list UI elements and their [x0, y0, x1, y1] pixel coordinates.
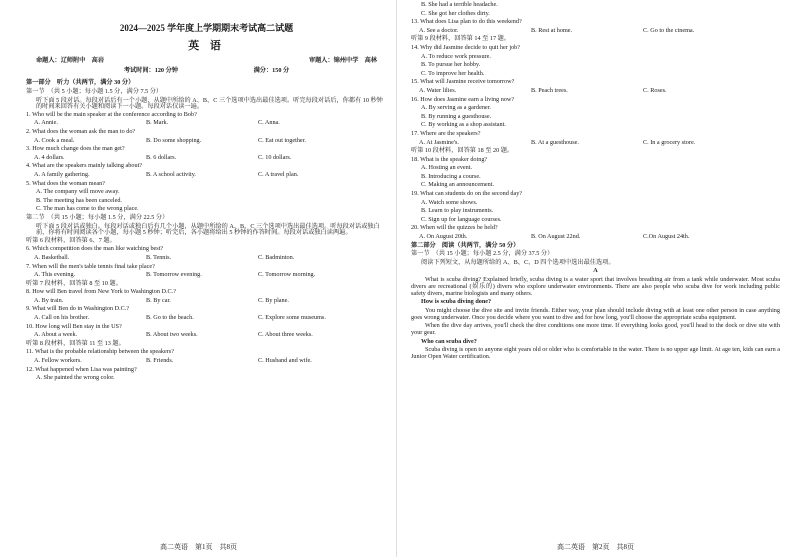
option-c: C. Explore some museums. [258, 314, 326, 322]
setter: 命题人：辽师附中 高岩 [36, 57, 105, 64]
question: 20. When will the quizzes be held? [411, 224, 498, 232]
options-row [26, 155, 387, 161]
option-a: A. Annie. [34, 119, 58, 127]
subheading: Who can scuba dive? [421, 337, 477, 345]
paragraph: Scuba diving is open to anyone eight years old or older who is comfortable in the water. There is no upper age limit. At age ten, kids can earn a Junior Open Water certification. [411, 346, 780, 361]
page-footer: 高二英语 第1页 共8页 [160, 543, 237, 551]
option-c: C. About three weeks. [258, 331, 313, 339]
right-page [397, 0, 794, 557]
option-c: C. Badminton. [258, 253, 295, 261]
option-a: A. The company will move away. [36, 188, 120, 196]
question: 10. How long will Ben stay in the US? [26, 322, 122, 330]
subject-title: 英 语 [188, 40, 225, 52]
question: 18. What is the speaker doing? [411, 155, 488, 163]
full-score: 满分：150 分 [253, 67, 290, 75]
option-c: C. Go to the cinema. [643, 26, 695, 34]
question: 15. What will Jasmine receive tomorrow? [411, 78, 515, 86]
options-row [26, 172, 387, 178]
instructions: 听下面 5 段对话或独白。每段对话或独白后有几个小题，从题中所给的 A、B、C 三个选项中选出最佳选项。听每段对话或独白前，你将有时间阅读各个小题，每小题 5 秒钟；听完后，各小题将给出 5 秒钟的作答时间。每段对话或独白读两遍。 [36, 222, 380, 236]
option-b: B. By car. [146, 296, 171, 304]
option-c: C. Making an announcement. [421, 181, 495, 189]
material-note: 听第 10 段材料，回答第 18 至 20 题。 [411, 147, 514, 155]
option-b: B. To pursue her hobby. [421, 61, 481, 69]
option-a: A. By train. [34, 296, 64, 304]
option-a: A. Watch some shows. [421, 198, 478, 206]
option-b: B. A school activity. [146, 170, 196, 178]
option-b: B. By running a guesthouse. [421, 112, 492, 120]
authors-row [36, 58, 377, 64]
question: 1. Who will be the main speaker at the conference according to Bob? [26, 110, 197, 118]
options-row [411, 140, 780, 146]
option-b: B. 6 dollars. [146, 153, 177, 161]
option-c: C. Husband and wife. [258, 357, 312, 365]
section-heading: 第一节 （共 15 小题；每小题 2.5 分，满分 37.5 分） [411, 250, 554, 258]
passage-label: A [593, 267, 598, 275]
option-c: C. She got her clothes dirty. [421, 9, 490, 17]
option-a: A. To reduce work pressure. [421, 52, 491, 60]
question: 19. What can students do on the second day? [411, 190, 523, 198]
option-a: A. Hosting an event. [421, 164, 473, 172]
options-row [411, 28, 780, 34]
option-c: C. By working as a shop assistant. [421, 121, 506, 129]
option-a: A. 4 dollars. [34, 153, 65, 161]
material-note: 听第 6 段材料，回答第 6、7 题。 [26, 236, 116, 244]
question: 7. When will the men's table tennis final take place? [26, 262, 155, 270]
option-a: A. This evening. [34, 271, 76, 279]
option-c: C. 10 dollars. [258, 153, 292, 161]
question: 11. What is the probable relationship between the speakers? [26, 348, 174, 356]
reviewer: 审题人：锦州中学 高林 [308, 57, 377, 64]
option-a: A. Call on his brother. [34, 314, 89, 322]
option-b: B. Introducing a course. [421, 172, 481, 180]
option-a: A. She painted the wrong color. [36, 374, 115, 382]
option-b: B. Tennis. [146, 253, 172, 261]
paragraph: You might choose the dive site and invite friends. Either way, your plan should include diving with at least one other person in case anything goes wrong underwater. Once you decide where you want to dive and for how long, you'll choose the appropriate scuba equipment. [411, 306, 780, 321]
option-c: C. To improve her health. [421, 69, 485, 77]
question: 2. What does the woman ask the man to do? [26, 127, 136, 135]
options-row [411, 88, 780, 94]
option-a: A. Water lilies. [419, 86, 457, 94]
options-row [26, 138, 387, 144]
option-c: C. By plane. [258, 296, 289, 304]
options-row [26, 255, 387, 261]
section-heading: 第一节 （共 5 小题；每小题 1.5 分，满分 7.5 分） [26, 88, 163, 95]
option-c: C. Anna. [258, 119, 280, 127]
option-b: B. Do some shopping. [146, 136, 202, 144]
material-note: 听第 7 段材料，回答第 8 至 10 题。 [26, 279, 122, 287]
paragraph: What is scuba diving? Explained briefly, scuba diving is a water sport that involves breathing air from a tank while underwater. Most scuba divers are recreational (娱乐的) divers who explore underwater environments. There are also people who scuba dive for work including public safety divers, marine biologists and many others. [411, 276, 780, 297]
option-b: B. Rest at home. [531, 26, 573, 34]
option-b: B. Go to the beach. [146, 314, 194, 322]
option-a: A. See a doctor. [419, 26, 459, 34]
option-b: B. The meeting has been canceled. [36, 196, 122, 204]
option-c: C. Eat out together. [258, 136, 306, 144]
subheading: How is scuba diving done? [421, 298, 492, 306]
question: 3. How much change does the man get? [26, 145, 125, 153]
options-row [411, 234, 780, 240]
options-row [26, 120, 387, 126]
page-footer: 高二英语 第2页 共8页 [557, 543, 634, 551]
options-row [26, 272, 387, 278]
option-c: C. The man has come to the wrong place. [36, 205, 139, 213]
option-b: B. Learn to play instruments. [421, 207, 494, 215]
instructions: 阅读下列短文，从每题所给的 A、B、C、D 四个选项中选出最佳选项。 [421, 258, 615, 266]
exam-title: 2024—2025 学年度上学期期末考试高二试题 [119, 23, 294, 33]
section-heading: 第二节 （共 15 小题；每小题 1.5 分，满分 22.5 分） [26, 213, 169, 221]
option-c: C. In a grocery store. [643, 138, 696, 146]
option-a: A. A family gathering. [34, 170, 90, 178]
paragraph: When the dive day arrives, you'll check the dive conditions one more time. If everything looks good, you'll head to the dock or dive site with your gear. [411, 322, 780, 337]
time-score-row [86, 68, 327, 74]
question: 4. What are the speakers mainly talking about? [26, 162, 143, 170]
options-row [26, 332, 387, 338]
option-a: A. Basketball. [34, 253, 70, 261]
options-row [26, 315, 387, 321]
option-c: C. A travel plan. [258, 170, 299, 178]
part-heading: 第一部分 听力（共两节，满分 30 分） [26, 79, 135, 87]
option-c: C. Roses. [643, 86, 667, 94]
option-b: B. About two weeks. [146, 331, 198, 339]
exam-time: 考试时间：120 分钟 [123, 67, 178, 75]
option-a: A. Fellow workers. [34, 357, 82, 365]
option-b: B. On August 22nd. [531, 233, 581, 241]
option-b: B. Mark. [146, 119, 169, 127]
question: 5. What does the woman mean? [26, 179, 105, 187]
option-b: B. She had a terrible headache. [421, 1, 498, 8]
question: 6. Which competition does the man like watching best? [26, 245, 164, 253]
option-a: A. By serving as a gardener. [421, 104, 491, 112]
question: 16. How does Jasmine earn a living now? [411, 95, 515, 103]
question: 14. Why did Jasmine decide to quit her job? [411, 43, 521, 51]
question: 9. What will Ben do in Washington D.C.? [26, 305, 130, 313]
option-b: B. Friends. [146, 357, 174, 365]
option-c: C. Tomorrow morning. [258, 271, 316, 279]
option-c: C.On August 24th. [643, 233, 690, 241]
question: 17. Where are the speakers? [411, 129, 481, 137]
question: 13. What does Lisa plan to do this weekend? [411, 18, 522, 26]
option-b: B. At a guesthouse. [531, 138, 579, 146]
option-a: A. Cook a meal. [34, 136, 75, 144]
option-b: B. Tomorrow evening. [146, 271, 202, 279]
question: 12. What happened when Lisa was painting? [26, 365, 137, 373]
options-row [26, 298, 387, 304]
question: 8. How will Ben travel from New York to Washington D.C.? [26, 288, 176, 296]
material-note: 听第 8 段材料，回答第 11 至 13 题。 [26, 339, 125, 347]
option-a: A. About a week. [34, 331, 78, 339]
option-a: A. At Jasmine's. [419, 138, 459, 146]
option-a: A. On August 20th. [419, 233, 468, 241]
material-note: 听第 9 段材料，回答第 14 至 17 题。 [411, 35, 510, 43]
instructions: 听下面 5 段对话。每段对话后有一个小题，从题中所给的 A、B、C 三个选项中选出最佳选项。听完每段对话后，你都有 10 秒钟的时间来回答有关小题和阅读下一小题。每段对话仅读一遍。 [36, 96, 383, 110]
option-c: C. Sign up for language courses. [421, 215, 502, 223]
options-row [26, 358, 387, 364]
part-heading: 第二部分 阅读（共两节，满分 50 分） [411, 241, 520, 249]
option-b: B. Peach trees. [531, 86, 568, 94]
